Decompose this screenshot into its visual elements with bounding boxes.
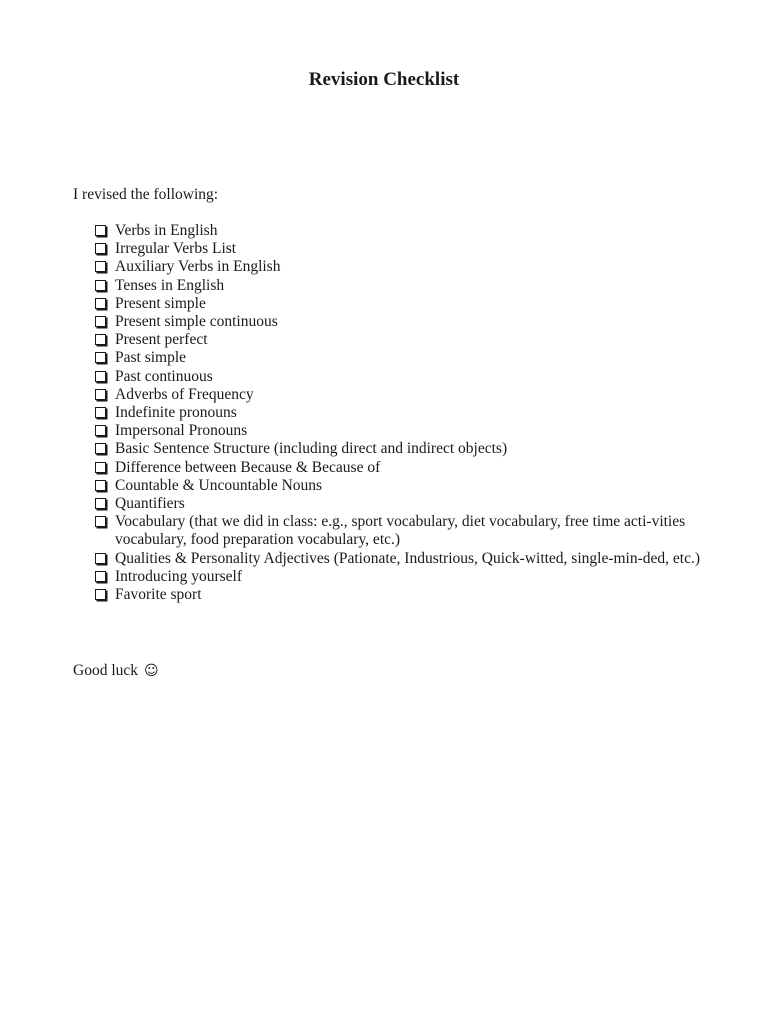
checklist-item-label: Present simple continuous <box>115 313 278 331</box>
page-title: Revision Checklist <box>308 69 460 90</box>
checklist-item-label: Present perfect <box>115 331 208 349</box>
checklist-item-label: Impersonal Pronouns <box>115 422 248 440</box>
checklist-item-label: Tenses in English <box>115 276 225 294</box>
checklist-item <box>93 495 703 513</box>
checkbox-icon <box>95 298 106 309</box>
checkbox-icon <box>95 243 106 254</box>
checklist-item-label: Quantifiers <box>115 495 185 513</box>
checklist-item <box>93 386 703 404</box>
closing-line <box>73 661 159 681</box>
checklist-item-label: Vocabulary (that we did in class: e.g., sport vocabulary, diet vocabulary, free time acti-vities vocabulary, food preparation vocabulary, etc.) <box>115 513 686 549</box>
checkbox-icon <box>95 498 106 509</box>
checkbox-icon <box>95 371 106 382</box>
checkbox-icon <box>95 225 106 236</box>
checklist-item <box>93 422 703 440</box>
revision-checklist <box>93 222 703 604</box>
checklist-item <box>93 368 703 386</box>
checklist-item-label: Introducing yourself <box>115 567 242 585</box>
checklist-item <box>93 477 703 495</box>
checklist-item-label: Qualities & Personality Adjectives (Pationate, Industrious, Quick-witted, single-min-ded, etc.) <box>115 549 701 567</box>
checklist-item <box>93 277 703 295</box>
checklist-item-label: Adverbs of Frequency <box>115 385 254 403</box>
checkbox-icon <box>95 516 106 527</box>
checklist-item-label: Past continuous <box>115 367 213 385</box>
checklist-item <box>93 258 703 276</box>
checklist-item <box>93 331 703 349</box>
checklist-item-label: Favorite sport <box>115 586 202 604</box>
checkbox-icon <box>95 334 106 345</box>
checklist-item <box>93 513 703 549</box>
checklist-item <box>93 222 703 240</box>
checkbox-icon <box>95 425 106 436</box>
smiley-icon: ☺ <box>144 663 159 679</box>
checklist-item <box>93 440 703 458</box>
checklist-item-label: Countable & Uncountable Nouns <box>115 476 323 494</box>
checklist-item-label: Irregular Verbs List <box>115 240 237 258</box>
checklist-item-label: Present simple <box>115 294 206 312</box>
checklist-item <box>93 459 703 477</box>
checkbox-icon <box>95 316 106 327</box>
checklist-item <box>93 240 703 258</box>
checkbox-icon <box>95 571 106 582</box>
checkbox-icon <box>95 389 106 400</box>
checklist-item <box>93 568 703 586</box>
checkbox-icon <box>95 589 106 600</box>
checkbox-icon <box>95 352 106 363</box>
checklist-item-label: Difference between Because & Because of <box>115 458 381 476</box>
checklist-item <box>93 349 703 367</box>
checklist-item-label: Verbs in English <box>115 222 218 239</box>
checklist-item <box>93 404 703 422</box>
checkbox-icon <box>95 480 106 491</box>
checkbox-icon <box>95 280 106 291</box>
checkbox-icon <box>95 443 106 454</box>
checkbox-icon <box>95 261 106 272</box>
checklist-item-label: Auxiliary Verbs in English <box>115 258 281 276</box>
intro-text: I revised the following: <box>73 186 219 203</box>
closing-text: Good luck <box>73 662 139 679</box>
checkbox-icon <box>95 462 106 473</box>
checklist-item-label: Basic Sentence Structure (including direct and indirect objects) <box>115 440 508 458</box>
checklist-item <box>93 586 703 604</box>
checklist-item <box>93 550 703 568</box>
checklist-item <box>93 313 703 331</box>
checklist-item <box>93 295 703 313</box>
checklist-item-label: Past simple <box>115 349 187 367</box>
checkbox-icon <box>95 553 106 564</box>
checkbox-icon <box>95 407 106 418</box>
checklist-item-label: Indefinite pronouns <box>115 404 237 422</box>
